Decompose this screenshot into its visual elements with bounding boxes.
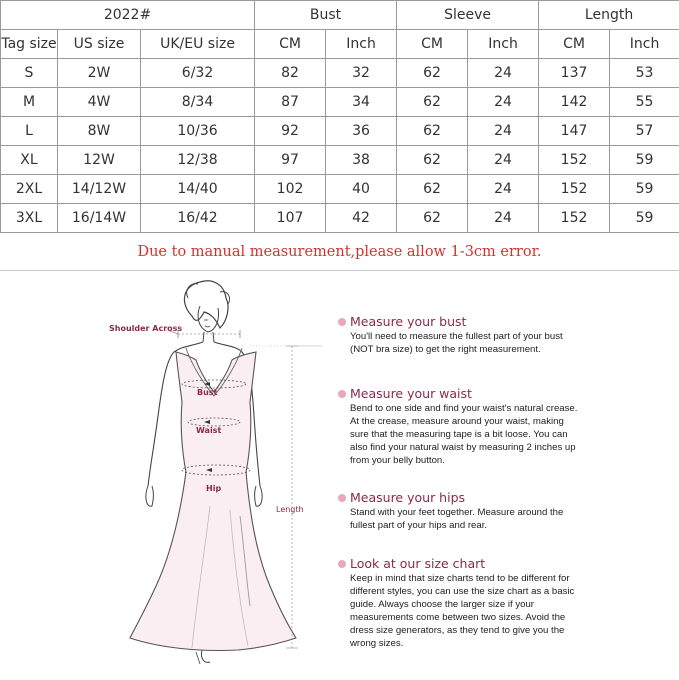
table-row bbox=[1, 146, 679, 175]
table-cell: 24 bbox=[468, 204, 539, 233]
table-cell: 24 bbox=[468, 88, 539, 117]
tip-text bbox=[337, 506, 672, 532]
table-cell: 57 bbox=[610, 117, 679, 146]
table-row bbox=[1, 204, 679, 233]
table-cell: 102 bbox=[255, 175, 326, 204]
bullet-icon bbox=[338, 318, 346, 326]
tip-line: wrong sizes. bbox=[350, 637, 672, 650]
tip-line: At the crease, measure around your waist, making bbox=[350, 415, 672, 428]
tip-line: You'll need to measure the fullest part of your bust bbox=[350, 330, 672, 343]
table-cell: L bbox=[1, 117, 58, 146]
sleeve-header: Sleeve bbox=[397, 1, 539, 30]
table-cell: 36 bbox=[326, 117, 397, 146]
table-cell: 152 bbox=[539, 175, 610, 204]
table-cell: 142 bbox=[539, 88, 610, 117]
tip-text bbox=[337, 572, 672, 650]
column-header: CM bbox=[539, 30, 610, 59]
tip-line: (NOT bra size) to get the right measurement. bbox=[350, 343, 672, 356]
bullet-icon bbox=[338, 560, 346, 568]
length-header: Length bbox=[539, 1, 679, 30]
table-cell: 34 bbox=[326, 88, 397, 117]
tip-line: Bend to one side and find your waist's natural crease. bbox=[350, 402, 672, 415]
table-cell: 152 bbox=[539, 204, 610, 233]
table-sub-header-row bbox=[1, 30, 679, 59]
tip-hips bbox=[337, 491, 672, 532]
table-cell: 14/12W bbox=[58, 175, 141, 204]
tip-title: Measure your waist bbox=[350, 387, 472, 401]
table-cell: 3XL bbox=[1, 204, 58, 233]
tip-line: also find your natural waist by measuring 2 inches up bbox=[350, 441, 672, 454]
table-cell: M bbox=[1, 88, 58, 117]
table-cell: 32 bbox=[326, 59, 397, 88]
table-cell: 42 bbox=[326, 204, 397, 233]
tip-title: Measure your bust bbox=[350, 315, 466, 329]
table-cell: 53 bbox=[610, 59, 679, 88]
bust-label: Bust bbox=[197, 388, 217, 397]
table-cell: 147 bbox=[539, 117, 610, 146]
table-cell: 2W bbox=[58, 59, 141, 88]
table-cell: 6/32 bbox=[141, 59, 255, 88]
column-header: US size bbox=[58, 30, 141, 59]
table-cell: 24 bbox=[468, 175, 539, 204]
tip-title: Measure your hips bbox=[350, 491, 465, 505]
hip-label: Hip bbox=[206, 484, 221, 493]
table-cell: 62 bbox=[397, 204, 468, 233]
table-cell: 62 bbox=[397, 117, 468, 146]
tip-line: dress size generators, as they tend to give you the bbox=[350, 624, 672, 637]
table-cell: 97 bbox=[255, 146, 326, 175]
table-cell: 62 bbox=[397, 175, 468, 204]
table-row bbox=[1, 88, 679, 117]
table-cell: 8/34 bbox=[141, 88, 255, 117]
table-cell: 2XL bbox=[1, 175, 58, 204]
tip-line: Stand with your feet together. Measure around the bbox=[350, 506, 672, 519]
table-row bbox=[1, 59, 679, 88]
table-cell: 12W bbox=[58, 146, 141, 175]
table-cell: 62 bbox=[397, 59, 468, 88]
year-label: 2022# bbox=[1, 1, 255, 30]
table-cell: 10/36 bbox=[141, 117, 255, 146]
bullet-icon bbox=[338, 390, 346, 398]
table-row bbox=[1, 117, 679, 146]
table-cell: 107 bbox=[255, 204, 326, 233]
section-divider bbox=[0, 270, 679, 271]
table-cell: 24 bbox=[468, 146, 539, 175]
column-header: Tag size bbox=[1, 30, 58, 59]
tip-line: different styles, you can use the size chart as a basic bbox=[350, 585, 672, 598]
table-cell: 16/14W bbox=[58, 204, 141, 233]
tip-line: from your belly button. bbox=[350, 454, 672, 467]
bust-header: Bust bbox=[255, 1, 397, 30]
tip-line: fullest part of your hips and rear. bbox=[350, 519, 672, 532]
table-cell: 137 bbox=[539, 59, 610, 88]
tip-line: guide. Always choose the larger size if your bbox=[350, 598, 672, 611]
tip-title: Look at our size chart bbox=[350, 557, 485, 571]
size-chart-table bbox=[0, 0, 679, 233]
table-row bbox=[1, 175, 679, 204]
column-header: Inch bbox=[610, 30, 679, 59]
table-cell: XL bbox=[1, 146, 58, 175]
table-cell: 59 bbox=[610, 146, 679, 175]
tip-line: Keep in mind that size charts tend to be different for bbox=[350, 572, 672, 585]
tip-text bbox=[337, 402, 672, 467]
table-cell: 12/38 bbox=[141, 146, 255, 175]
table-cell: 40 bbox=[326, 175, 397, 204]
table-cell: 55 bbox=[610, 88, 679, 117]
dress-illustration bbox=[100, 276, 340, 676]
table-cell: 16/42 bbox=[141, 204, 255, 233]
table-cell: 152 bbox=[539, 146, 610, 175]
table-cell: S bbox=[1, 59, 58, 88]
table-cell: 92 bbox=[255, 117, 326, 146]
column-header: UK/EU size bbox=[141, 30, 255, 59]
table-cell: 38 bbox=[326, 146, 397, 175]
table-group-header-row bbox=[1, 1, 679, 30]
column-header: CM bbox=[255, 30, 326, 59]
bullet-icon bbox=[338, 494, 346, 502]
table-cell: 24 bbox=[468, 59, 539, 88]
table-cell: 62 bbox=[397, 146, 468, 175]
table-cell: 87 bbox=[255, 88, 326, 117]
table-cell: 62 bbox=[397, 88, 468, 117]
tip-size-chart bbox=[337, 557, 672, 650]
table-cell: 4W bbox=[58, 88, 141, 117]
table-cell: 14/40 bbox=[141, 175, 255, 204]
dress-measurement-figure bbox=[100, 276, 340, 676]
tip-text bbox=[337, 330, 672, 356]
column-header: CM bbox=[397, 30, 468, 59]
tip-line: sure that the measuring tape is a bit loose. You can bbox=[350, 428, 672, 441]
table-cell: 59 bbox=[610, 204, 679, 233]
table-cell: 8W bbox=[58, 117, 141, 146]
tip-waist bbox=[337, 387, 672, 467]
table-cell: 82 bbox=[255, 59, 326, 88]
length-label: Length bbox=[276, 505, 304, 514]
tip-bust bbox=[337, 315, 672, 356]
tip-line: measurements come between two sizes. Avoid the bbox=[350, 611, 672, 624]
column-header: Inch bbox=[326, 30, 397, 59]
waist-label: Waist bbox=[196, 426, 221, 435]
table-cell: 59 bbox=[610, 175, 679, 204]
shoulder-across-label: Shoulder Across bbox=[109, 324, 182, 333]
column-header: Inch bbox=[468, 30, 539, 59]
table-cell: 24 bbox=[468, 117, 539, 146]
measurement-disclaimer: Due to manual measurement,please allow 1-3cm error. bbox=[0, 244, 679, 260]
